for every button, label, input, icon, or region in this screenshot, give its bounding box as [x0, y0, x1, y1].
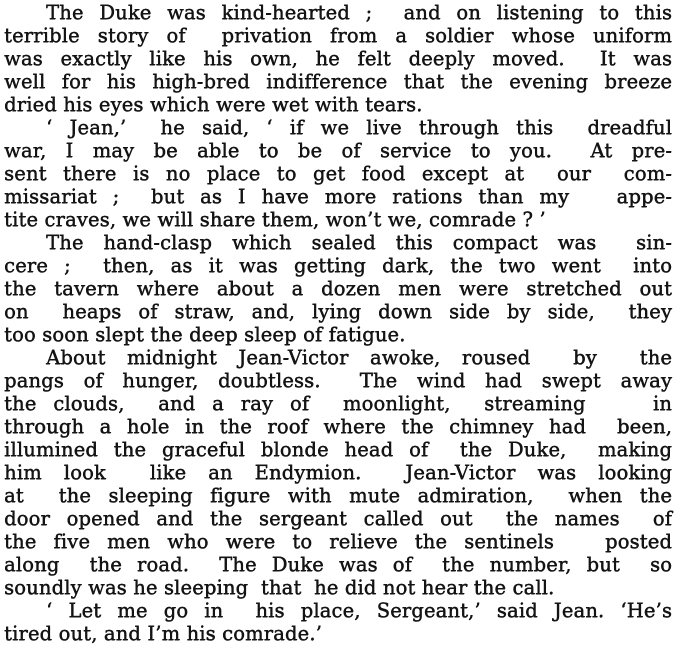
- text-line-1: The Duke was kind-hearted ; and on listening to this: [46, 1, 672, 24]
- text-line-28: tired out, and I’m his comrade.’: [4, 622, 322, 645]
- text-line-3: was exactly like his own, he felt deeply moved. It was: [4, 47, 672, 70]
- text-line-5: dried his eyes which were wet with tears.: [4, 93, 423, 116]
- text-line-8: sent there is no place to get food except at our com-: [4, 162, 672, 185]
- text-line-10: tite craves, we will share them, won’t we, comrade ? ’: [4, 208, 546, 231]
- text-line-9: missariat ; but as I have more rations than my appe-: [4, 185, 672, 208]
- text-line-14: on heaps of straw, and, lying down side by side, they: [4, 300, 672, 323]
- text-line-19: through a hole in the roof where the chimney had been,: [4, 415, 672, 438]
- text-line-21: him look like an Endymion. Jean-Victor was looking: [4, 461, 672, 484]
- text-line-16: About midnight Jean-Victor awoke, roused by the: [46, 346, 672, 369]
- text-line-7: war, I may be able to be of service to you. At pre-: [4, 139, 672, 162]
- text-line-6: ‘ Jean,’ he said, ‘ if we live through this dreadful: [46, 116, 672, 139]
- text-line-24: the five men who were to relieve the sentinels posted: [4, 530, 672, 553]
- text-line-15: too soon slept the deep sleep of fatigue.: [4, 323, 406, 346]
- text-line-12: cere ; then, as it was getting dark, the two went into: [4, 254, 672, 277]
- text-line-25: along the road. The Duke was of the number, but so: [4, 553, 672, 576]
- text-line-26: soundly was he sleeping that he did not hear the call.: [4, 576, 555, 599]
- text-line-2: terrible story of privation from a soldier whose uniform: [4, 24, 672, 47]
- text-line-13: the tavern where about a dozen men were stretched out: [4, 277, 672, 300]
- text-line-20: illumined the graceful blonde head of the Duke, making: [4, 438, 672, 461]
- text-line-17: pangs of hunger, doubtless. The wind had swept away: [4, 369, 672, 392]
- text-line-4: well for his high-bred indifference that the evening breeze: [4, 70, 672, 93]
- text-line-11: The hand-clasp which sealed this compact was sin-: [46, 231, 672, 254]
- text-line-23: door opened and the sergeant called out the names of: [4, 507, 672, 530]
- text-line-22: at the sleeping figure with mute admiration, when the: [4, 484, 672, 507]
- text-line-18: the clouds, and a ray of moonlight, streaming in: [4, 392, 672, 415]
- text-line-27: ‘ Let me go in his place, Sergeant,’ said Jean. ‘He’s: [46, 599, 672, 622]
